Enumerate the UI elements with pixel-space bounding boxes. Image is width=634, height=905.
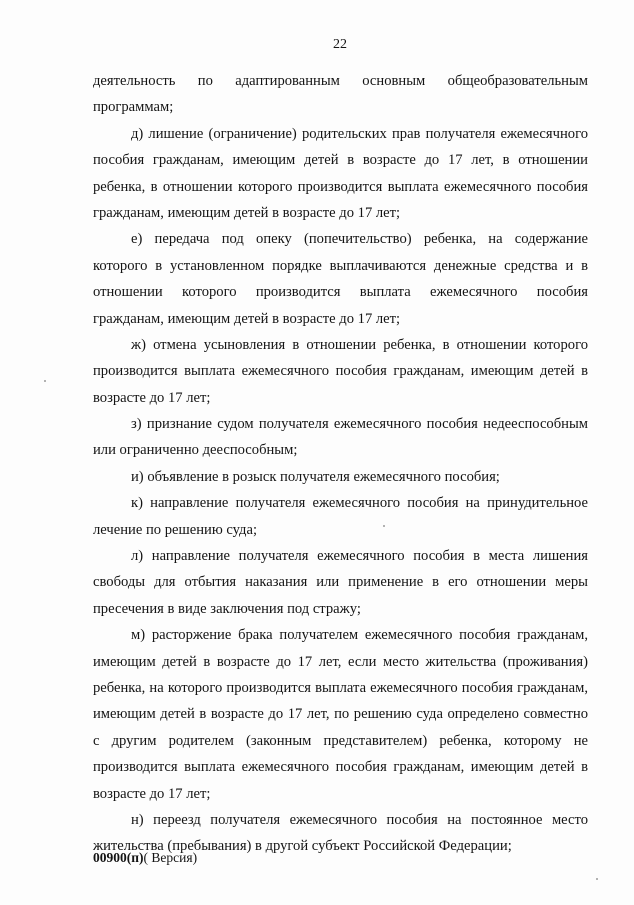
text-line: и) объявление в розыск получателя ежемесячного пособия; [131,468,500,485]
body-text [93,68,588,860]
text-line: з) признание судом получателя ежемесячного пособия недееспособным [131,416,588,433]
page-number: 22 [333,37,347,52]
scan-speck [596,878,598,880]
text-line: ребенка, в отношении которого производится выплата ежемесячного пособия [93,178,588,195]
text-line: ж) отмена усыновления в отношении ребенка, в отношении которого [131,336,588,353]
text-line: л) направление получателя ежемесячного пособия в места лишения [131,548,588,565]
text-line: которого в установленном порядке выплачиваются денежные средства и в [93,257,588,274]
scan-speck [44,380,46,382]
text-line: пресечения в виде заключения под стражу; [93,600,361,617]
document-code: 00900(п) [93,850,144,865]
text-line: д) лишение (ограничение) родительских прав получателя ежемесячного [131,125,588,142]
text-line: программам; [93,99,174,116]
text-line: жительства (пребывания) в другой субъект Российской Федерации; [93,838,512,855]
text-line: возрасте до 17 лет; [93,389,211,406]
document-footer [93,850,197,866]
text-line: деятельность по адаптированным основным общеобразовательным [93,73,588,89]
text-line: к) направление получателя ежемесячного пособия на принудительное [131,495,588,512]
scan-speck [383,525,385,527]
text-line: или ограниченно дееспособным; [93,442,298,459]
text-line: е) передача под опеку (попечительство) ребенка, на содержание [131,231,588,248]
text-line: м) расторжение брака получателем ежемесячного пособия гражданам, [131,627,588,644]
text-line: имеющим детей в возрасте до 17 лет, по решению суда определено совместно [93,706,588,723]
text-line: с другим родителем (законным представителем) ребенка, которому не [93,732,588,749]
text-line: имеющим детей в возрасте до 17 лет, если место жительства (проживания) [93,653,588,670]
text-line: гражданам, имеющим детей в возрасте до 17 лет; [93,204,401,221]
text-line: производится выплата ежемесячного пособия гражданам, имеющим детей в [93,759,588,776]
text-line: пособия гражданам, имеющим детей в возрасте до 17 лет, в отношении [93,152,588,169]
text-line: отношении которого производится выплата ежемесячного пособия [93,284,588,301]
text-line: гражданам, имеющим детей в возрасте до 17 лет; [93,310,401,327]
text-line: ребенка, на которого производится выплата ежемесячного пособия гражданам, [93,679,588,696]
text-line: н) переезд получателя ежемесячного пособия на постоянное место [131,811,588,828]
text-line: производится выплата ежемесячного пособия гражданам, имеющим детей в [93,363,588,380]
document-version: ( Версия) [143,850,198,865]
text-line: лечение по решению суда; [93,521,257,538]
text-line: возрасте до 17 лет; [93,785,211,802]
text-line: свободы для отбытия наказания или применение в его отношении меры [93,574,588,591]
